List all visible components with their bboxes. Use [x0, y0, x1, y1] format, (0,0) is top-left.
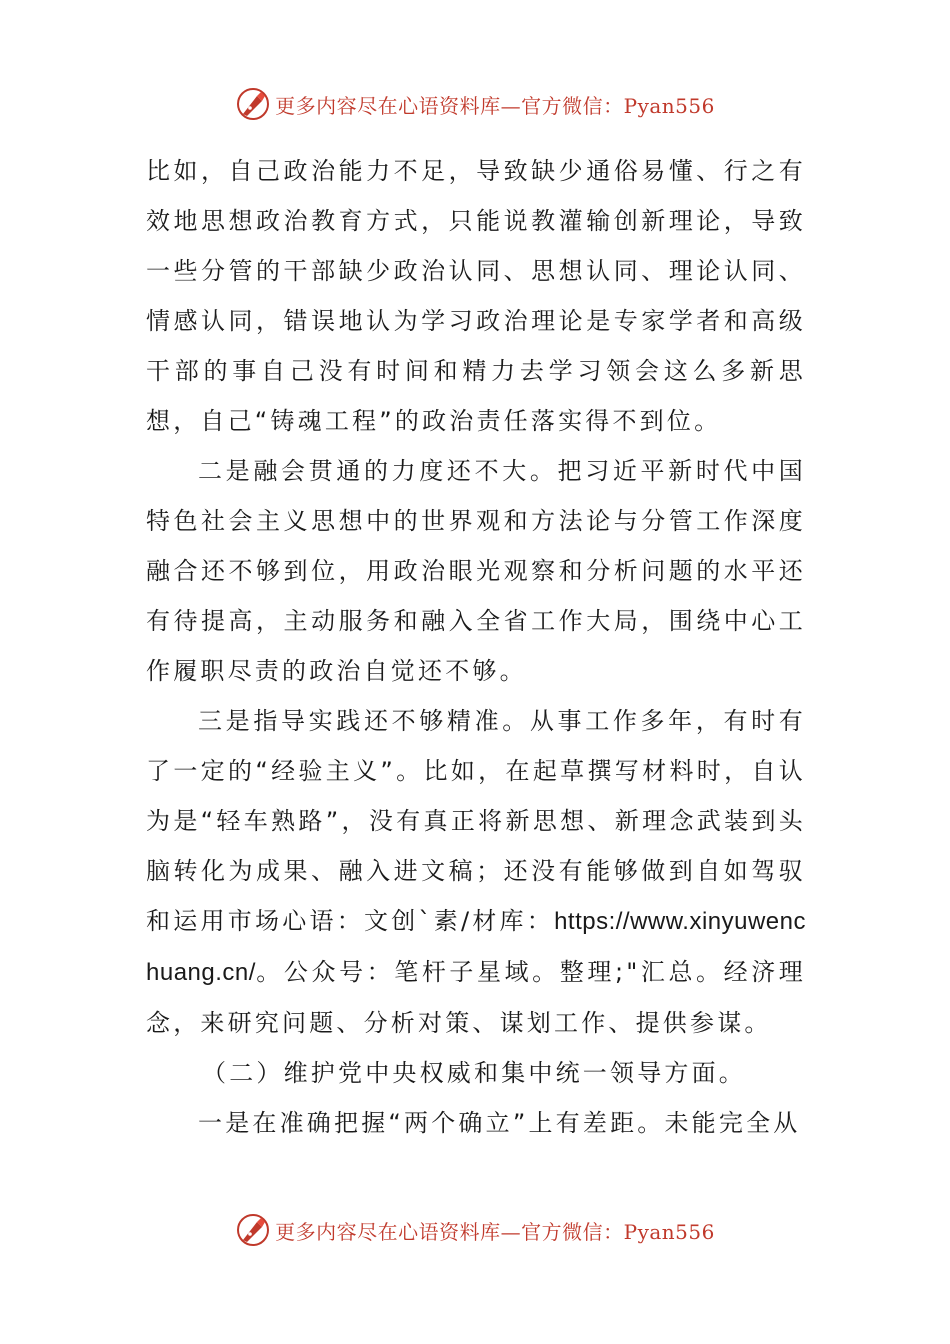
section-heading-2: （二）维护党中央权威和集中统一领导方面。: [202, 1059, 746, 1087]
header-banner: [0, 82, 950, 126]
paragraph-3-start: 三是指导实践还不够精准。从事工作多年，有时有了一定的“经验主义”。比如，在起草撰写材料时，自认为是“轻车熟路”，没有真正将新思想、新理念武装到头脑转化为成果、融入进文稿；还没有能够做到自如驾驭和运用市场心语：文创`素/材库：: [146, 707, 806, 935]
website-link[interactable]: https://www.xinyuwenchuang.cn/: [146, 908, 806, 986]
paragraph-3-end: 。公众号：笔杆子星域。整理;"汇总。经济理念，来研究问题、分析对策、谋划工作、提供参谋。: [146, 958, 806, 1037]
footer-banner: [0, 1208, 950, 1252]
footer-text: 更多内容尽在心语资料库—官方微信：Pyan556: [275, 1219, 715, 1244]
pen-nib-icon: [235, 1212, 271, 1248]
document-body: [146, 146, 806, 1148]
paragraph-1: 比如，自己政治能力不足，导致缺少通俗易懂、行之有效地思想政治教育方式，只能说教灌输创新理论，导致一些分管的干部缺少政治认同、思想认同、理论认同、情感认同，错误地认为学习政治理论是专家学者和高级干部的事自己没有时间和精力去学习领会这么多新思想，自己“铸魂工程”的政治责任落实得不到位。: [146, 157, 806, 435]
paragraph-3: [146, 696, 806, 1048]
header-text: 更多内容尽在心语资料库—官方微信：Pyan556: [275, 93, 715, 118]
pen-nib-icon: [235, 86, 271, 122]
paragraph-2: 二是融会贯通的力度还不大。把习近平新时代中国特色社会主义思想中的世界观和方法论与分管工作深度融合还不够到位，用政治眼光观察和分析问题的水平还有待提高，主动服务和融入全省工作大局，围绕中心工作履职尽责的政治自觉还不够。: [146, 457, 806, 685]
paragraph-4: 一是在准确把握“两个确立”上有差距。未能完全从: [198, 1109, 801, 1137]
